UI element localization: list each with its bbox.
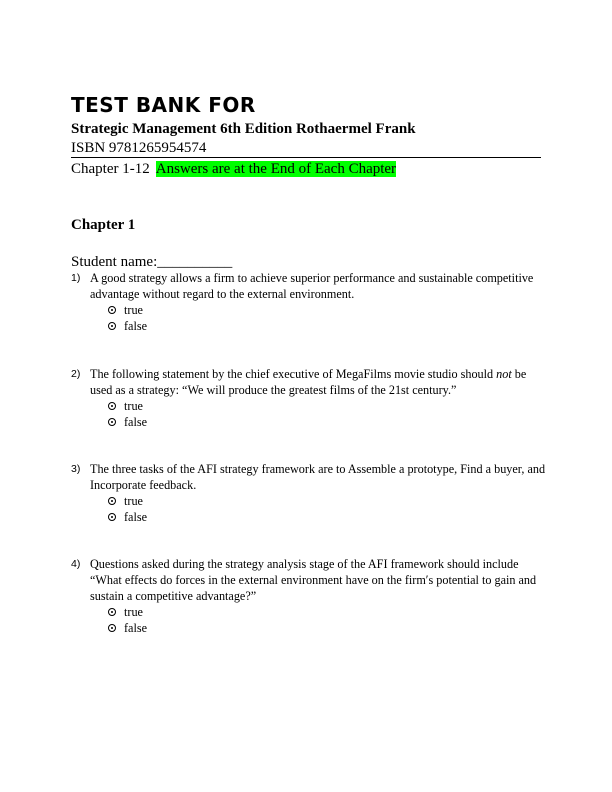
question-number: 2) [71, 368, 81, 380]
chapter-heading: Chapter 1 [71, 217, 136, 233]
option-true[interactable] [108, 493, 147, 509]
question-text: The three tasks of the AFI strategy framework are to Assemble a prototype, Find a buyer, and Incorporate feedback. [90, 462, 546, 492]
question-text-emphasis: not [496, 367, 512, 381]
option-label: false [124, 415, 148, 429]
question-text: A good strategy allows a firm to achieve superior performance and sustainable competitive advantage without regard to the external environment. [90, 271, 534, 301]
option-false[interactable] [108, 620, 147, 636]
option-label: true [124, 605, 143, 619]
question-text-part: be used as a strategy: “We will produce the greatest films of the 21st century.” [90, 367, 527, 397]
option-label: false [124, 621, 148, 635]
radio-icon[interactable] [108, 322, 116, 330]
answer-options [108, 604, 147, 636]
option-label: false [124, 319, 148, 333]
document-title: TEST BANK FOR [71, 93, 256, 117]
radio-icon[interactable] [108, 624, 116, 632]
option-label: false [124, 510, 148, 524]
radio-icon[interactable] [108, 402, 116, 410]
radio-icon[interactable] [108, 306, 116, 314]
radio-icon[interactable] [108, 608, 116, 616]
option-true[interactable] [108, 398, 147, 414]
isbn: ISBN 9781265954574 [71, 140, 207, 156]
question-text-part: The following statement by the chief executive of MegaFilms movie studio should [90, 367, 497, 381]
chapter-range: Chapter 1-12 [71, 161, 150, 177]
question-number: 1) [71, 272, 81, 284]
option-true[interactable] [108, 604, 147, 620]
option-false[interactable] [108, 414, 147, 430]
radio-icon[interactable] [108, 418, 116, 426]
option-label: true [124, 494, 143, 508]
option-false[interactable] [108, 318, 147, 334]
answer-options [108, 493, 147, 525]
radio-icon[interactable] [108, 497, 116, 505]
student-name-field: Student name:__________ [71, 254, 233, 270]
book-title: Strategic Management 6th Edition Rothaermel Frank [71, 121, 416, 137]
option-label: true [124, 399, 143, 413]
option-true[interactable] [108, 302, 147, 318]
answer-options [108, 302, 147, 334]
radio-icon[interactable] [108, 513, 116, 521]
option-label: true [124, 303, 143, 317]
answers-note-highlight: Answers are at the End of Each Chapter [155, 161, 397, 177]
chapter-range-line [71, 161, 396, 178]
question-number: 4) [71, 558, 81, 570]
answer-options [108, 398, 147, 430]
option-false[interactable] [108, 509, 147, 525]
question-text: Questions asked during the strategy analysis stage of the AFI framework should include “What effects do forces in the external environment have on the firm′s potential to gain and sustain a competitive advantage?” [90, 557, 537, 603]
header-divider [71, 157, 541, 158]
question-number: 3) [71, 463, 81, 475]
question-text [90, 366, 550, 398]
